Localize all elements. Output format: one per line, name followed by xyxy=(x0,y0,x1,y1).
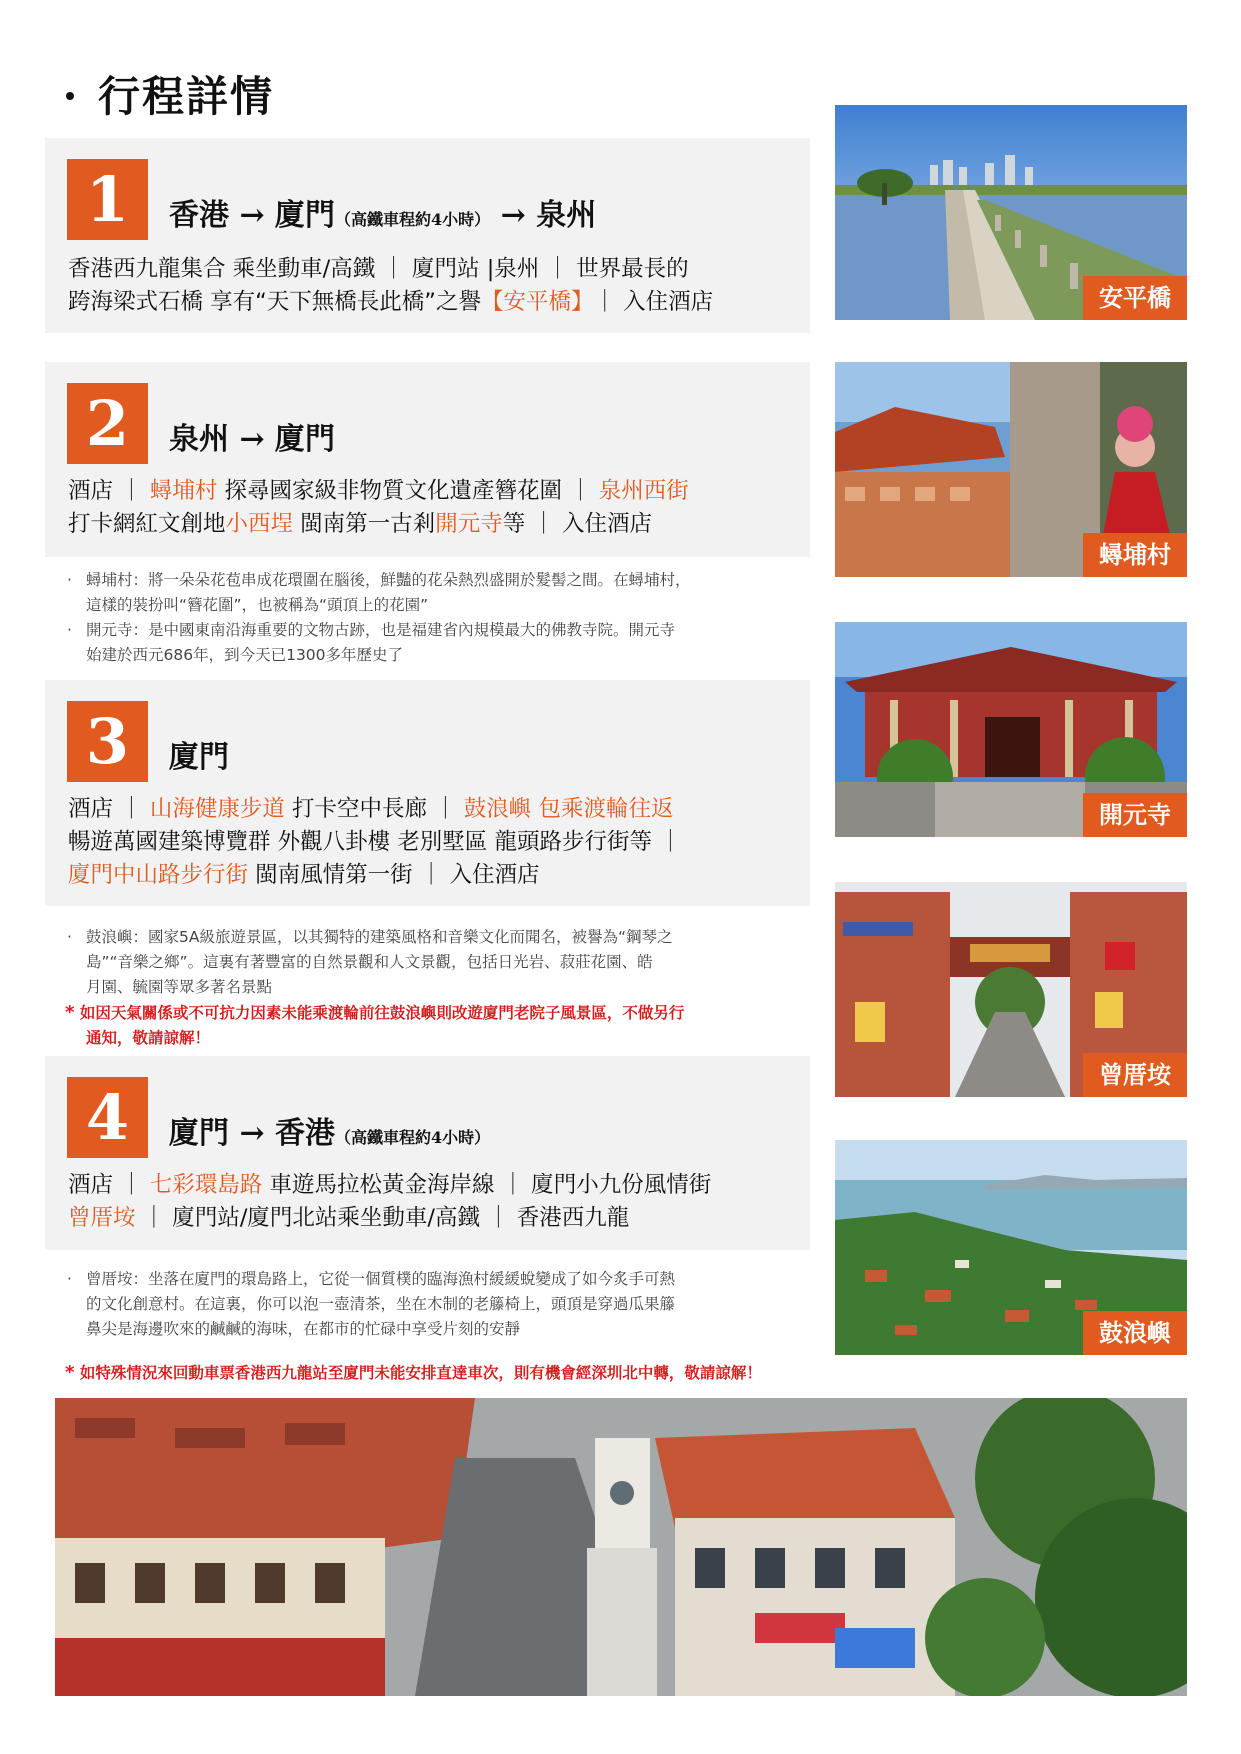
photo-gulangyu-label: 鼓浪嶼 xyxy=(1083,1311,1187,1355)
day-3-number: 3 xyxy=(67,701,148,782)
section-heading-text: 行程詳情 xyxy=(98,72,275,121)
photo-gulangyu xyxy=(835,1140,1187,1355)
note-kaiyuan: · 開元寺：是中國東南沿海重要的文物古跡，也是福建省內規模最大的佛教寺院。開元寺 始建於西元686年，到今天已1300多年歷史了 xyxy=(65,618,805,668)
photo-anping-label: 安平橋 xyxy=(1083,276,1187,320)
photo-zengcuoan-label: 曾厝垵 xyxy=(1083,1053,1187,1097)
day-4-panel xyxy=(45,1056,810,1250)
day-2-title: 泉州 → 廈門 xyxy=(169,422,336,457)
photo-zengcuoan xyxy=(835,882,1187,1097)
photo-kaiyuan-label: 開元寺 xyxy=(1083,793,1187,837)
photo-xunpu-label: 蟳埔村 xyxy=(1083,533,1187,577)
day-1-number: 1 xyxy=(67,159,148,240)
day-2-notes xyxy=(65,568,805,668)
day-2-description: 酒店 ｜ 蟳埔村 探尋國家級非物質文化遺產簪花圍 ｜ 泉州西街 打卡網紅文創地小西埕 閩南第一古剎開元寺等 ｜ 入住酒店 xyxy=(68,478,689,537)
bottom-city-photo xyxy=(55,1398,1187,1696)
day-2-number: 2 xyxy=(67,383,148,464)
final-warning: * 如特殊情況來回動車票香港西九龍站至廈門未能安排直達車次，則有機會經深圳北中轉，敬請諒解！ xyxy=(65,1360,805,1386)
day-3-title: 廈門 xyxy=(169,740,229,775)
day-3-notes xyxy=(65,925,805,1051)
note-zengcuoan: · 曾厝垵：坐落在廈門的環島路上，它從一個質樸的臨海漁村緩緩蛻變成了如今炙手可熱 的文化創意村。在這裏，你可以泡一壺清茶，坐在木制的老籐椅上，頭頂是穿過瓜果籐 鼻尖是海邊吹來的鹹鹹的海味，在都市的忙碌中享受片刻的安靜 xyxy=(65,1267,805,1342)
photo-kaiyuan-temple xyxy=(835,622,1187,837)
bullet-dot-icon xyxy=(66,92,74,100)
day-3-description: 酒店 ｜ 山海健康步道 打卡空中長廊 ｜ 鼓浪嶼 包乘渡輪往返 暢遊萬國建築博覽群 外觀八卦樓 老別墅區 龍頭路步行街等 ｜ 廈門中山路步行街 閩南風情第一街 ｜ 入住酒店 xyxy=(68,796,682,888)
day-2-panel xyxy=(45,362,810,557)
note-gulangyu: · 鼓浪嶼：國家5A級旅遊景區，以其獨特的建築風格和音樂文化而聞名，被譽為“鋼琴之 島”“音樂之鄉”。這裏有著豐富的自然景觀和人文景觀，包括日光岩、菽莊花園、皓 月園、毓園等眾多著名景點 xyxy=(65,925,805,1000)
day-1-panel xyxy=(45,138,810,333)
day-3-warning: * 如因天氣關係或不可抗力因素未能乘渡輪前往鼓浪嶼則改遊廈門老院子風景區，不做另行 通知，敬請諒解！ xyxy=(65,1000,805,1051)
photo-xunpu-village xyxy=(835,362,1187,577)
day-4-description: 酒店 ｜ 七彩環島路 車遊馬拉松黃金海岸線 ｜ 廈門小九份風情街 曾厝垵 ｜ 廈門站/廈門北站乘坐動車/高鐵 ｜ 香港西九龍 xyxy=(68,1172,712,1231)
photo-anping-bridge xyxy=(835,105,1187,320)
day-1-description: 香港西九龍集合 乘坐動車/高鐵 ｜ 廈門站 |泉州 ｜ 世界最長的 跨海梁式石橋 享有“天下無橋長此橋”之譽【安平橋】｜ 入住酒店 xyxy=(68,256,714,315)
day-3-panel xyxy=(45,680,810,906)
note-xunpu: · 蟳埔村：將一朵朵花苞串成花環圍在腦後，鮮豔的花朵熱烈盛開於髮髻之間。在蟳埔村， 這樣的裝扮叫“簪花圍”，也被稱為“頭頂上的花園” xyxy=(65,568,805,618)
day-4-title: 廈門 → 香港（高鐵車程約4小時） xyxy=(169,1116,491,1151)
day-4-number: 4 xyxy=(67,1077,148,1158)
city-street-image xyxy=(55,1398,1187,1696)
day-4-notes xyxy=(65,1267,805,1386)
section-heading xyxy=(66,64,274,124)
day-1-title: 香港 → 廈門（高鐵車程約4小時） → 泉州 xyxy=(169,198,597,233)
